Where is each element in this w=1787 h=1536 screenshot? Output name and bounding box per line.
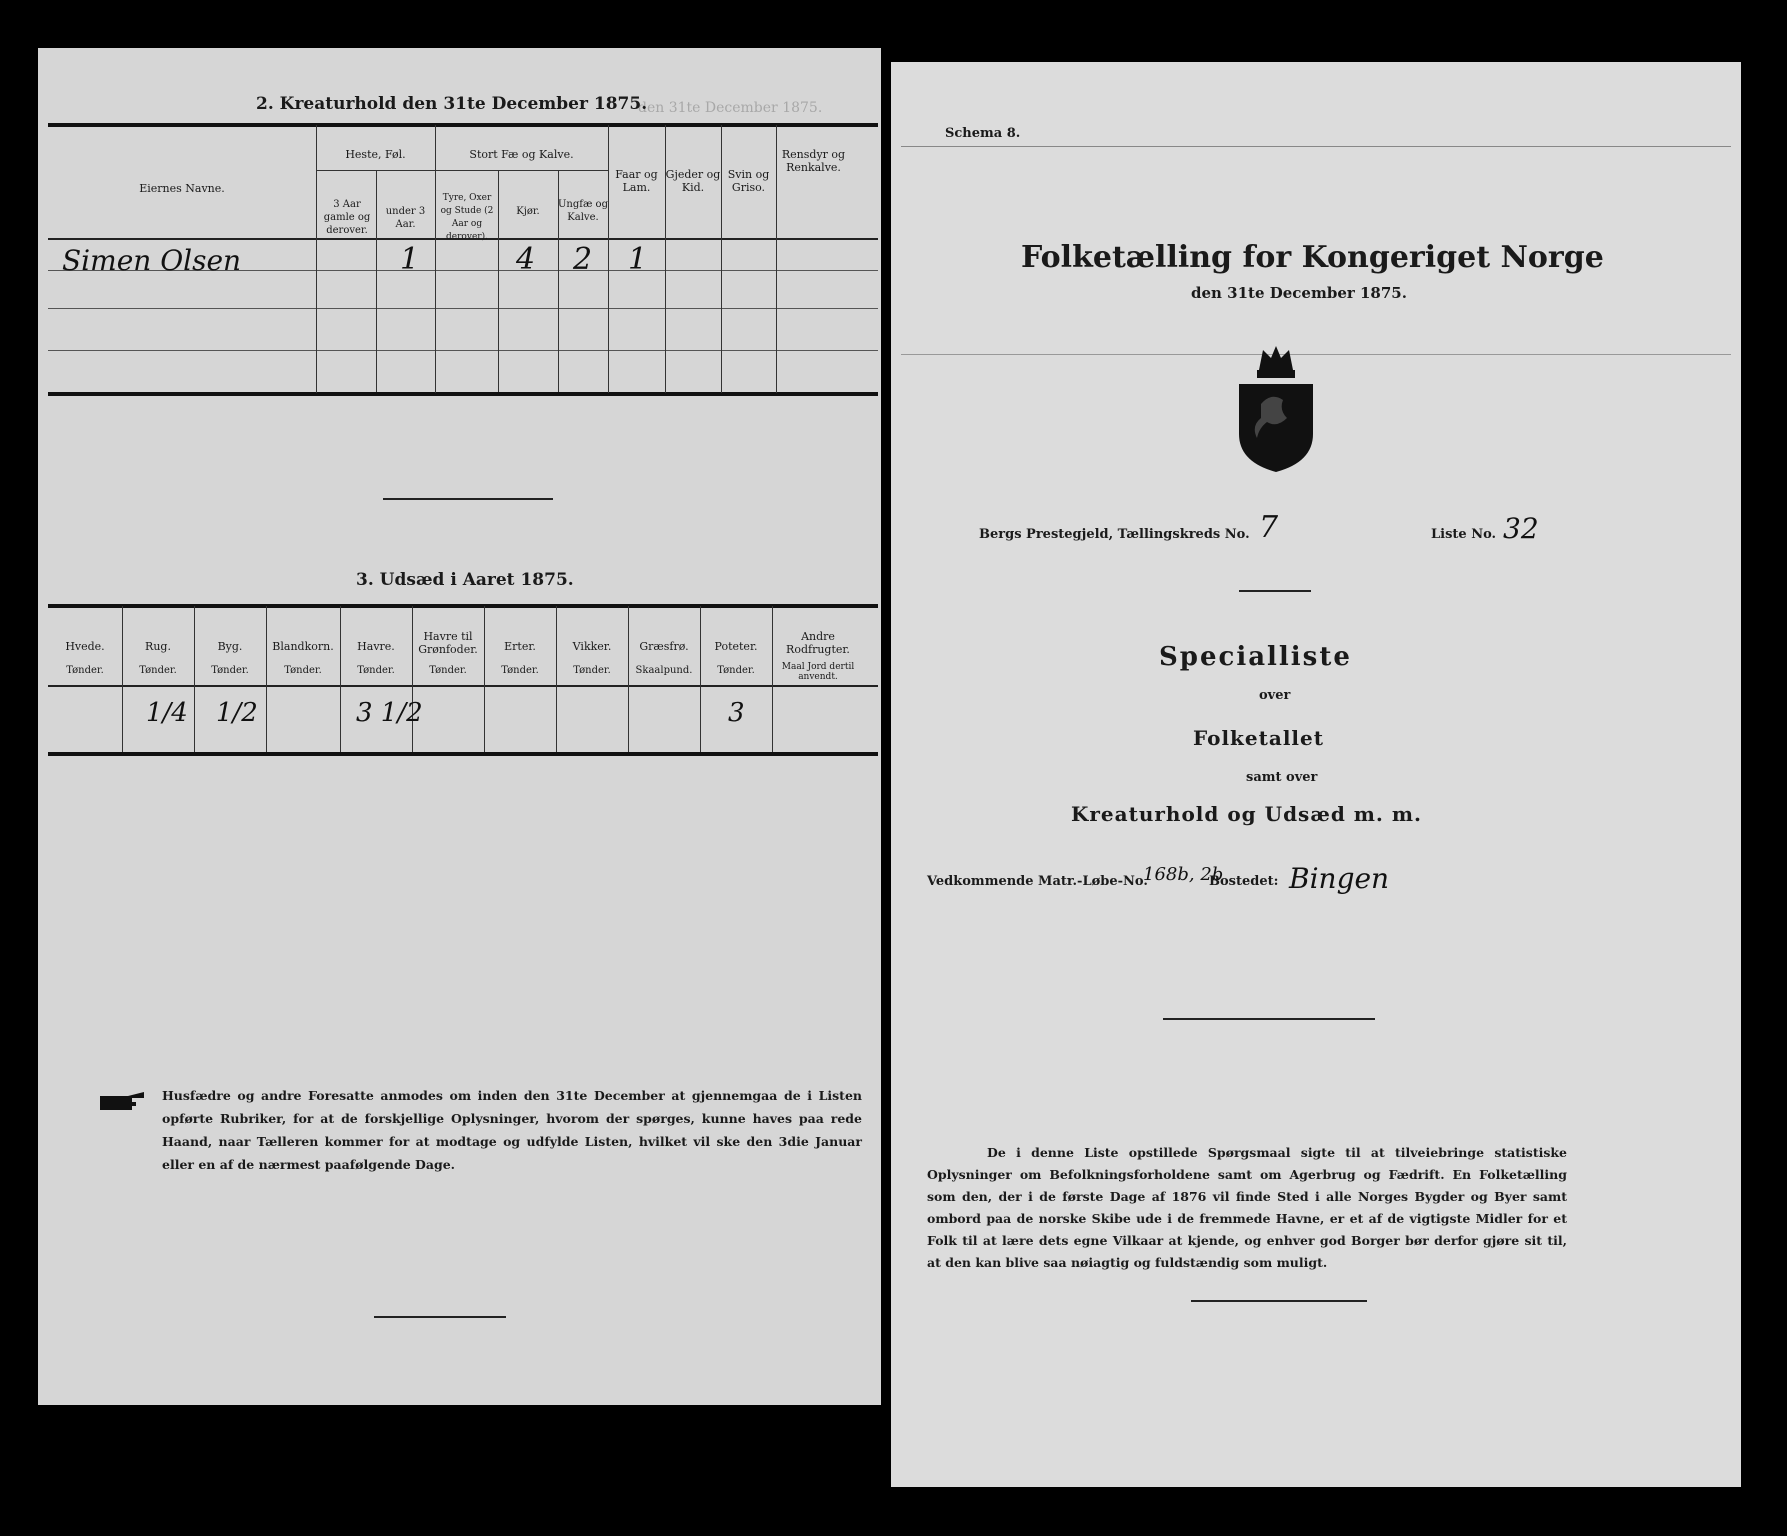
crop-header-havre: Havre.: [357, 640, 395, 653]
info-paragraph: De i denne Liste opstillede Spørgsmaal sigte til at tilveiebringe statistiske Oplysninger om Befolkningsforholdene samt om Agerbrug og Fædrift. En Folketælling som den, der i de første Dage af 1876 vil finde Sted i alle Norges Bygder og Byer samt ombord paa de norske Skibe ude i de fremmede Havne, er et af de vigtigste Midler for et Folk til at lære dets egne Vilkaar at kjende, og enhver god Borger bør derfor gjøre sit til, at den kan blive saa nøiagtig og fuldstændig som muligt.: [927, 1145, 1567, 1270]
crop-header-rug: Rug.: [145, 640, 171, 653]
coat-of-arms-icon: [1231, 344, 1321, 474]
matr-number: 168b, 2b: [1143, 864, 1224, 885]
crop-header-byg: Byg.: [217, 640, 243, 653]
bulls-header: Tyre, Oxer og Stude (2 Aar og derover).: [440, 193, 494, 242]
bosted-value: Bingen: [1289, 862, 1390, 895]
owner-name: Simen Olsen: [62, 244, 242, 277]
left-page: den 31te December 1875. 2. Kreaturhold den 31te December 1875. Eiernes Navne. Heste, Føl. 3 Aar gamle og derover. under 3 Aar. Stort Fæ og Kalve. Tyre, Oxer og Stude (2 Aar og derover). Kjør. Ungfæ og Kalve. Faar og Lam. Gjeder og Kid. Svin og Griso. Rensdyr og Renkalve. Simen Olsen 1 4 2 1 3. Udsæd i Aaret 1875. Hvede. Tønder. Rug. Tønder. Byg. Tønder. Blandkorn. Tønder. Havre. Tønder. Havre til Grønfoder. Tønder. Erter. Tønder. Vikker. Tønder. Græsfrø. Skaalpund. Poteter. Tønder. Andre Rodfrugter. Maal Jord dertil anvendt. 1/4 1/2 3 1/2 3 Husfædre og andre Foresatte anmodes om inden den 31te December at gjennemgaa de i Listen opførte Rubriker, for at de forskjellige Oplysninger, hvorom der spørges, kunne haves paa rede Haand, naar Tælleren kommer for at modtage og udfylde Listen, hvilket vil ske den 3die Januar eller en af de nærmest paafølgende Dage.: [38, 48, 881, 1405]
table3-bottom-rule: [48, 752, 878, 756]
horses-young-value: 1: [400, 242, 420, 277]
right-page: Schema 8. Folketælling for Kongeriget Norge den 31te December 1875. Bergs Prestegjeld, Tællingskreds No. 7 Liste No. 32 Specialliste over Folketallet samt over Kreaturhold og Udsæd m. m. Vedkommende Matr.-Løbe-No. 168b, 2b Bostedet: Bingen De i denne Liste opstillede Spørgsmaal sigte til at tilveiebringe statistiske Oplysninger om Befolkningsforholdene samt om Agerbrug og Fædrift. En Folketælling som den, der i de første Dage af 1876 vil finde Sted i alle Norges Bygder og Byer samt ombord paa de norske Skibe ude i de fremmede Havne, er et af de vigtigste Midler for et Folk til at lære dets egne Vilkaar at kjende, og enhver god Borger bør derfor gjøre sit til, at den kan blive saa nøiagtig og fuldstændig som muligt.: [891, 62, 1741, 1487]
section2-title: 2. Kreaturhold den 31te December 1875.: [256, 94, 648, 114]
main-subtitle: den 31te December 1875.: [1191, 284, 1407, 302]
bleedthrough-text: den 31te December 1875.: [638, 100, 823, 116]
havre-value: 3 1/2: [356, 698, 423, 728]
pigs-header: Svin og Griso.: [727, 168, 770, 194]
goats-header: Gjeder og Kid.: [665, 168, 721, 194]
crop-header-gronfoder: Havre til Grønfoder.: [418, 630, 478, 656]
horses-old-header: 3 Aar gamle og derover.: [323, 199, 371, 236]
cows-value: 4: [516, 242, 536, 277]
byg-value: 1/2: [216, 698, 258, 728]
section3-title: 3. Udsæd i Aaret 1875.: [356, 570, 574, 590]
crop-header-graesfro: Græsfrø.: [639, 640, 689, 653]
parish-label: Bergs Prestegjeld, Tællingskreds No.: [979, 527, 1250, 542]
liste-number: 32: [1503, 512, 1539, 545]
table2-bottom-rule: [48, 392, 878, 396]
crop-header-andre: Andre Rodfrugter.: [786, 630, 850, 656]
cattle-header: Stort Fæ og Kalve.: [469, 148, 574, 161]
bottom-divider: [374, 1316, 506, 1318]
table3-top-rule: [48, 604, 878, 608]
sheep-header: Faar og Lam.: [615, 168, 658, 194]
kreds-number: 7: [1259, 510, 1279, 545]
table3-header-rule: [48, 685, 878, 687]
kreaturhold-heading: Kreaturhold og Udsæd m. m.: [1071, 802, 1422, 826]
bosted-label: Bostedet:: [1209, 874, 1279, 889]
crop-header-poteter: Poteter.: [714, 640, 758, 653]
schema-label: Schema 8.: [945, 126, 1021, 141]
special-title: Specialliste: [1159, 642, 1352, 672]
reindeer-header: Rensdyr og Renkalve.: [781, 148, 846, 174]
owner-header: Eiernes Navne.: [139, 182, 225, 195]
liste-label: Liste No.: [1431, 527, 1497, 542]
notice-text: Husfædre og andre Foresatte anmodes om inden den 31te December at gjennemgaa de i Listen opførte Rubriker, for at de forskjellige Oplysninger, hvorom der spørges, kunne haves paa rede Haand, naar Tælleren kommer for at modtage og udfylde Listen, hvilket vil ske den 3die Januar eller en af de nærmest paafølgende Dage.: [162, 1088, 862, 1172]
cows-header: Kjør.: [516, 206, 540, 217]
young-cattle-header: Ungfæ og Kalve.: [558, 199, 608, 223]
sheep-value: 1: [628, 242, 648, 277]
folketallet: Folketallet: [1193, 726, 1324, 750]
crop-header-erter: Erter.: [504, 640, 536, 653]
horses-young-header: under 3 Aar.: [385, 206, 426, 230]
pointing-hand-icon: [98, 1088, 148, 1114]
matr-label: Vedkommende Matr.-Løbe-No.: [927, 874, 1148, 889]
rug-value: 1/4: [146, 698, 188, 728]
crop-header-hvede: Hvede.: [65, 640, 105, 653]
crop-header-blandkorn: Blandkorn.: [272, 640, 334, 653]
young-cattle-value: 2: [573, 242, 593, 277]
divider: [383, 498, 553, 500]
crop-header-vikker: Vikker.: [572, 640, 612, 653]
main-title: Folketælling for Kongeriget Norge: [1021, 240, 1604, 275]
horses-header: Heste, Føl.: [345, 148, 406, 161]
table2-top-rule: [48, 123, 878, 127]
poteter-value: 3: [728, 698, 745, 728]
